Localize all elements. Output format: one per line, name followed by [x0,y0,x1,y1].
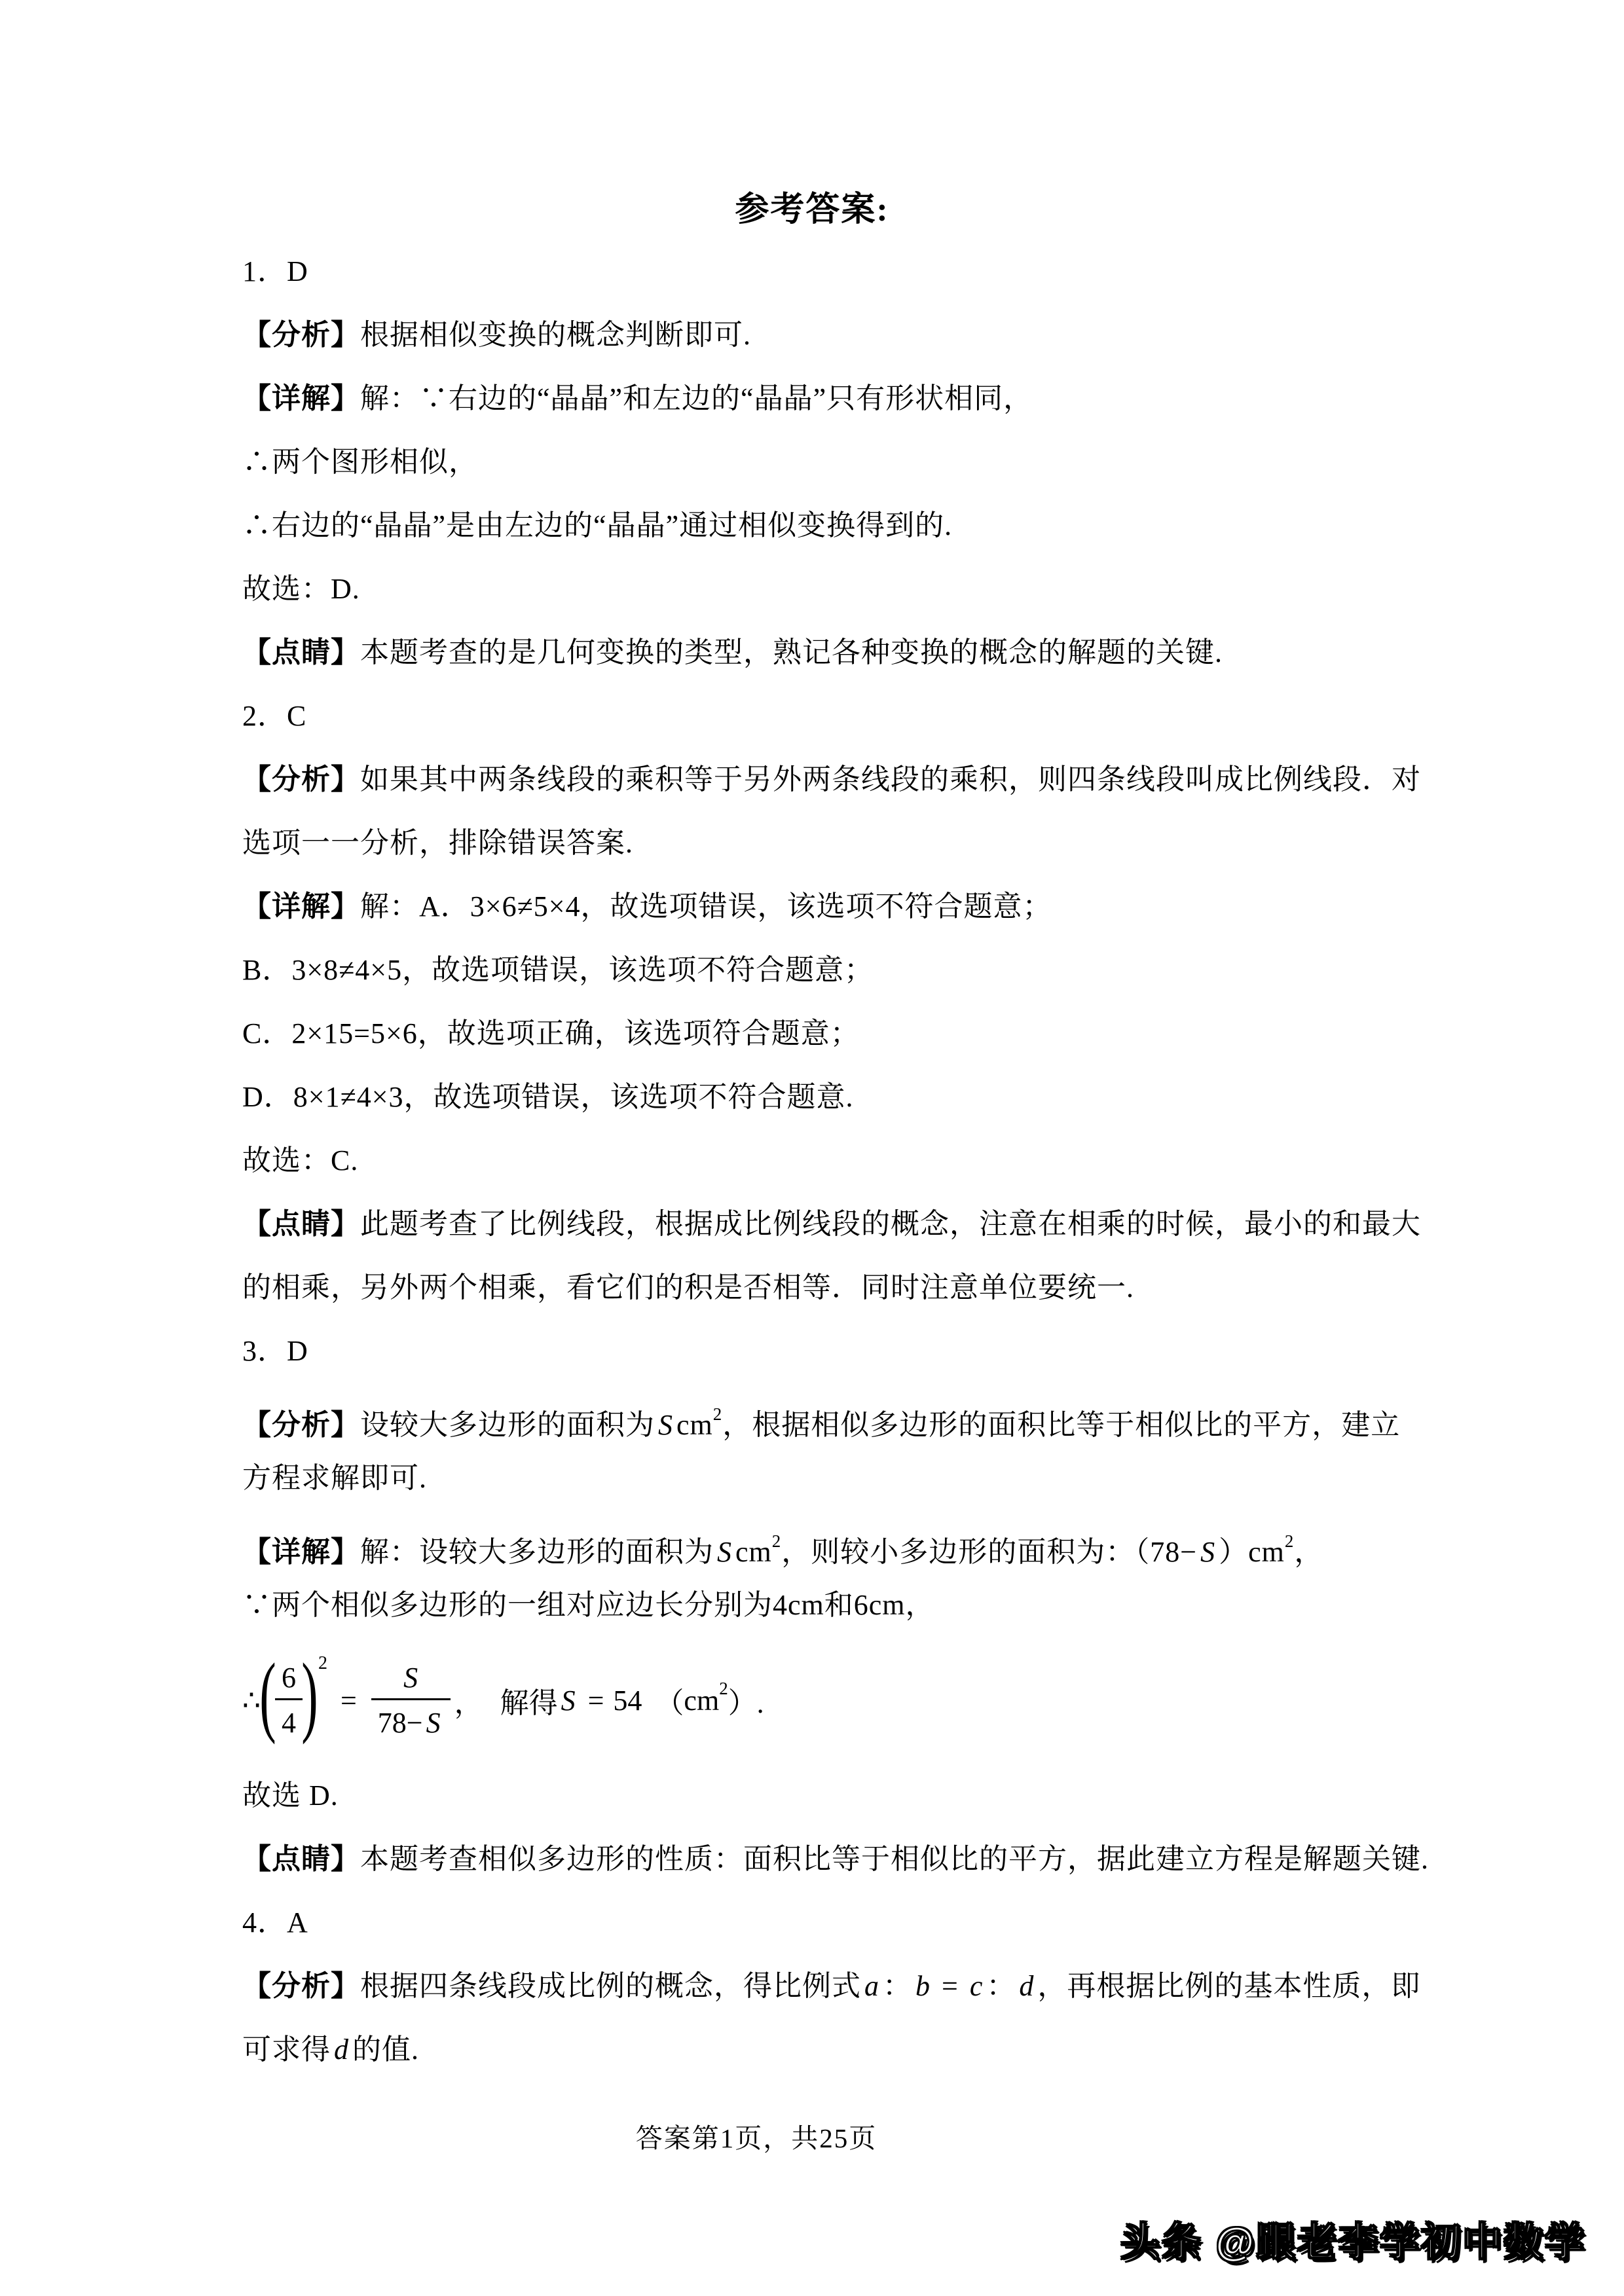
text-segment: S [658,1409,673,1441]
fraction-numerator: S [403,1662,418,1694]
text-segment: S [1200,1536,1216,1568]
text-segment: cm [735,1536,772,1568]
text-line [242,1827,1429,1891]
text-segment: 根据四条线段成比例的概念，得比例式 [360,1970,861,2002]
text-line [242,1192,1421,1256]
text-segment: 解：设较大多边形的面积为 [360,1536,714,1568]
answer-body [242,240,1429,2081]
text-segment: S [717,1536,732,1568]
text-segment: 本题考查相似多边形的性质：面积比等于相似比的平方，据此建立方程是解题关键. [360,1843,1429,1875]
text-line [242,1383,1401,1446]
unit-exponent: 2 [719,1678,728,1698]
text-segment: 【详解】 [242,382,360,414]
text-segment: ： [986,1970,1016,2002]
text-segment: = [934,1970,967,2002]
solve-label: 解得 [500,1687,558,1719]
text-line [242,367,1395,430]
text-line [242,1446,1395,1510]
text-segment: 【点睛】 [242,1208,360,1240]
text-segment: ，再根据比例的基本性质，即 [1037,1970,1421,2002]
text-segment: D．8×1≠4×3，故选项错误，该选项不符合题意. [242,1081,854,1113]
text-line [242,621,1395,684]
text-segment: 【点睛】 [242,636,360,668]
text-segment: d [1019,1970,1035,2002]
text-line [242,557,1395,621]
text-segment: ∵两个相似多边形的一组对应边长分别为4cm和6cm， [242,1589,935,1621]
text-segment: 解：∵右边的“晶晶”和左边的“晶晶”只有形状相同， [360,382,1033,414]
text-line [242,430,1395,494]
watermark: 头条 @跟老李学初中数学 [1120,2220,1586,2264]
text-segment: 【分析】 [242,1409,360,1441]
fraction-denominator [371,1698,451,1741]
text-segment: cm [676,1409,713,1441]
fraction-s [371,1659,451,1741]
text-line [242,1954,1421,2018]
text-segment: 2 [771,1531,782,1551]
therefore-symbol: ∴ [242,1684,261,1717]
comma: ， [454,1687,483,1719]
text-segment: 方程求解即可. [242,1462,427,1494]
text-segment: ，根据相似多边形的面积比等于相似比的平方，建立 [722,1409,1401,1441]
text-line [242,938,1395,1002]
text-segment: ： [883,1970,912,2002]
text-line [242,1319,1395,1383]
equals-sign: = [340,1684,357,1717]
variable-s: S [561,1684,576,1717]
text-line [242,1256,1395,1319]
text-segment: 故选：C. [242,1144,359,1176]
text-segment: 3．D [242,1335,308,1367]
text-segment: 此题考查了比例线段，根据成比例线段的概念，注意在相乘的时候，最小的和最大 [360,1208,1421,1240]
text-segment: d [334,2033,349,2066]
text-segment: 2．C [242,700,307,732]
answer-lines-bottom [242,1764,1429,2081]
text-segment: 故选：D. [242,573,360,605]
page-footer: 答案第1页，共25页 [635,2123,877,2153]
answer-lines-top [242,240,1421,1637]
text-segment: 2 [1284,1531,1295,1551]
text-segment: 【分析】 [242,763,360,795]
text-segment: 解：A．3×6≠5×4，故选项错误，该选项不符合题意； [360,890,1052,922]
exponent: 2 [318,1653,327,1673]
text-line [242,1065,1395,1129]
text-line [242,303,1395,367]
text-segment: ∴两个图形相似， [242,446,478,478]
text-segment: 如果其中两条线段的乘积等于另外两条线段的乘积，则四条线段叫成比例线段．对 [360,763,1421,795]
text-line [242,240,1395,303]
denominator-variable: S [426,1706,441,1739]
text-line [242,811,1395,875]
right-paren: ) [301,1645,318,1745]
text-line [242,684,1395,748]
text-segment: 的值. [352,2033,419,2066]
unit-label: cm [684,1684,720,1717]
fraction-denominator: 4 [275,1698,303,1741]
fraction-6-4 [275,1659,303,1741]
text-line [242,494,1395,557]
text-segment: 【分析】 [242,319,360,351]
text-segment: ， [1294,1536,1324,1568]
text-segment: 4．A [242,1906,308,1939]
open-paren: （ [655,1687,684,1719]
left-paren: ( [259,1645,276,1745]
text-segment: ∴右边的“晶晶”是由左边的“晶晶”通过相似变换得到的. [242,509,953,541]
text-segment: 【详解】 [242,890,360,922]
text-line [242,1002,1395,1065]
text-segment: 的相乘，另外两个相乘，看它们的积是否相等．同时注意单位要统一. [242,1271,1134,1303]
result-value: 54 [613,1684,642,1717]
text-segment: ） [1219,1536,1249,1568]
math-formula [242,1637,1395,1764]
text-line [242,2018,1395,2081]
text-line [242,1129,1395,1192]
text-line [242,1764,1395,1827]
text-segment: 本题考查的是几何变换的类型，熟记各种变换的概念的解题的关键. [360,636,1223,668]
text-segment: 1．D [242,255,308,287]
text-line [242,875,1395,938]
text-segment: 【点睛】 [242,1843,360,1875]
text-segment: c [969,1970,984,2002]
text-segment: B．3×8≠4×5，故选项错误，该选项不符合题意； [242,954,874,986]
fraction-numerator: 6 [281,1662,296,1694]
text-segment: ，则较小多边形的面积为：（78− [781,1536,1198,1568]
text-segment: 故选 D. [242,1779,339,1812]
text-segment: 可求得 [242,2033,331,2066]
text-segment: 【分析】 [242,1970,360,2002]
page-title: 参考答案: [735,191,889,228]
text-segment: 根据相似变换的概念判断即可. [360,319,751,351]
text-segment: cm [1248,1536,1285,1568]
text-line [242,1573,1395,1637]
text-segment: C．2×15=5×6，故选项正确，该选项符合题意； [242,1017,860,1049]
text-line [242,1891,1395,1954]
text-segment: b [915,1970,931,2002]
text-segment: 2 [712,1404,723,1424]
denominator-prefix: 78− [377,1706,423,1739]
text-segment: 【详解】 [242,1536,360,1568]
text-line [242,748,1421,811]
equals-sign: = [587,1684,604,1717]
text-segment: 选项一一分析，排除错误答案. [242,827,633,859]
close-paren: ）. [728,1687,764,1719]
text-line [242,1510,1395,1573]
text-segment: a [864,1970,879,2002]
text-segment: 设较大多边形的面积为 [360,1409,655,1441]
